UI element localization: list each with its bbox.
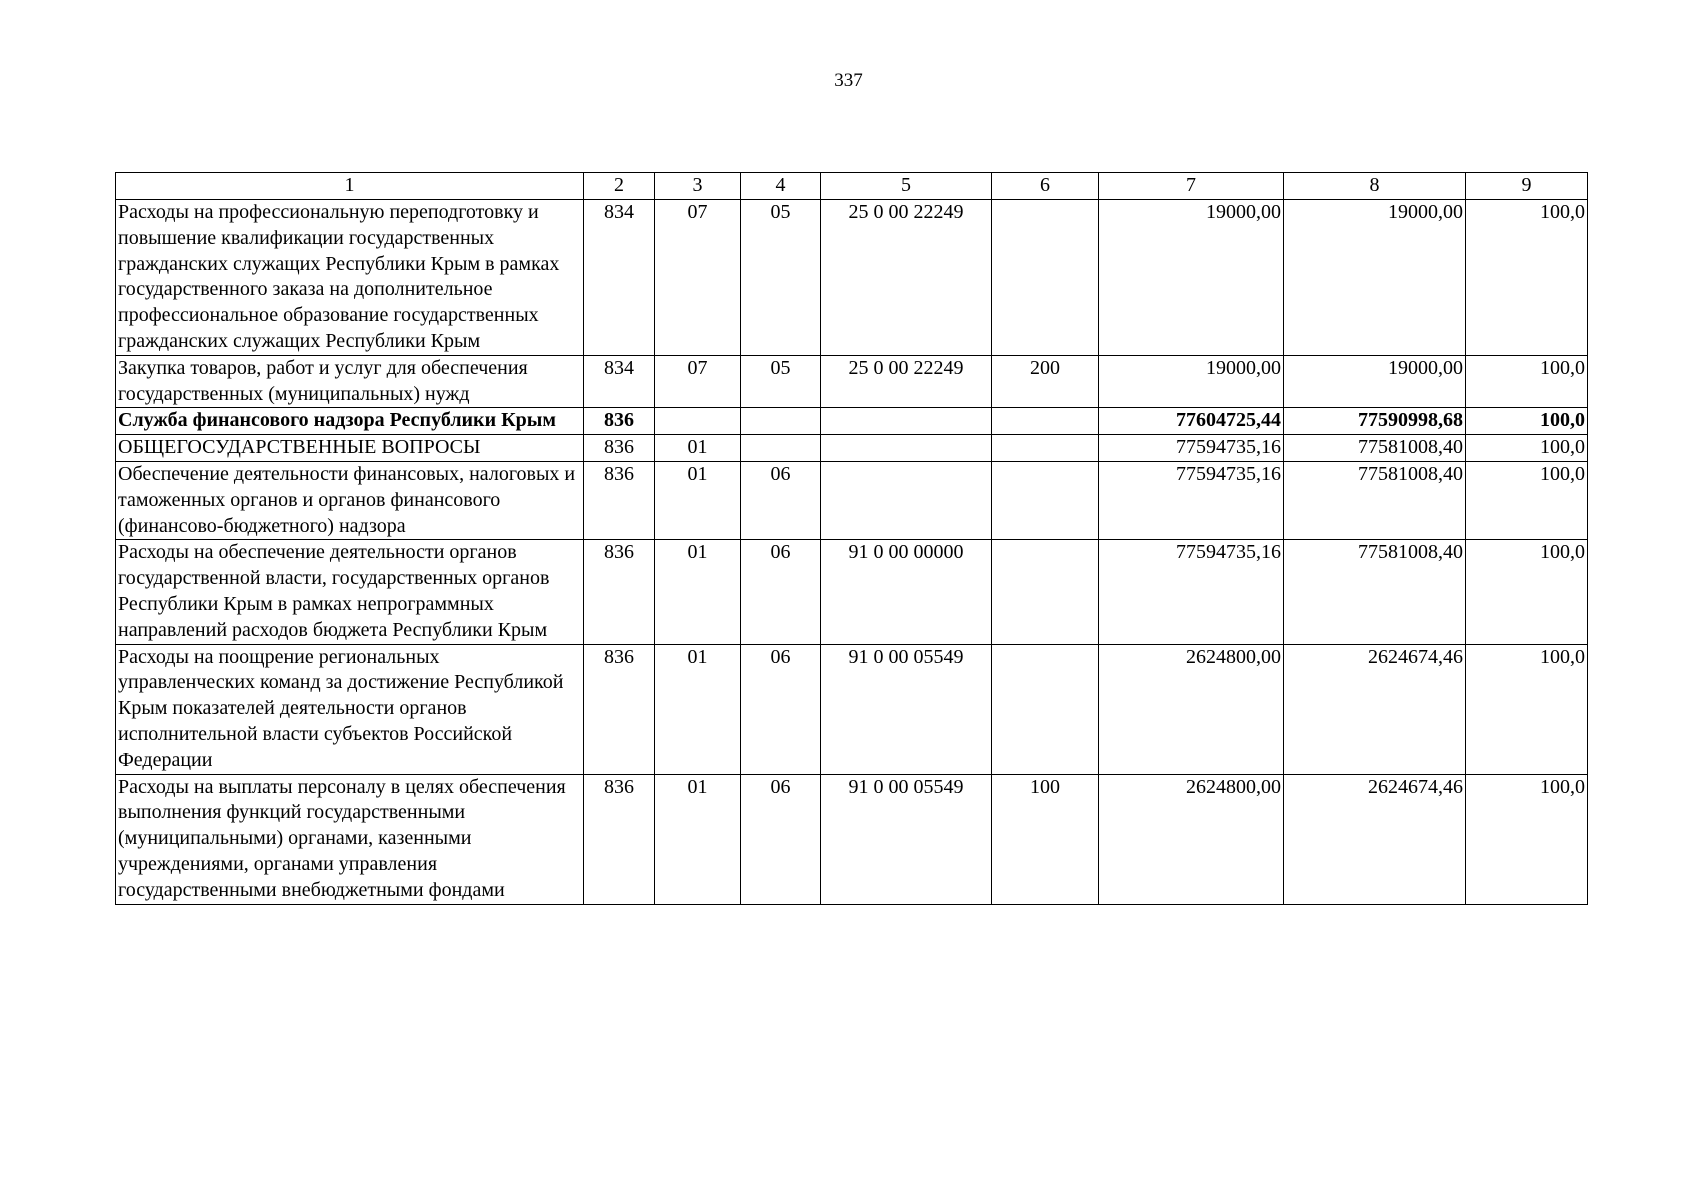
cell-name: Расходы на выплаты персоналу в целях обеспечения выполнения функций государственными (муниципальными) органами, казенными учреждениями, органами управления государственными внебюджетными фондами: [116, 774, 584, 904]
cell-fact: 19000,00: [1284, 355, 1466, 408]
cell-rz: 01: [655, 461, 741, 539]
cell-name: Расходы на обеспечение деятельности органов государственной власти, государственных органов Республики Крым в рамках непрограммных направлений расходов бюджета Республики Крым: [116, 540, 584, 644]
cell-pr: 06: [741, 540, 821, 644]
cell-rz: 01: [655, 774, 741, 904]
header-col-8: 8: [1284, 173, 1466, 200]
cell-ved: 836: [584, 408, 655, 435]
header-col-5: 5: [821, 173, 992, 200]
cell-plan: 2624800,00: [1099, 644, 1284, 774]
cell-ved: 836: [584, 461, 655, 539]
cell-vr: [992, 435, 1099, 462]
cell-vr: [992, 408, 1099, 435]
cell-ved: 836: [584, 774, 655, 904]
cell-rz: 07: [655, 355, 741, 408]
cell-fact: 77590998,68: [1284, 408, 1466, 435]
cell-pr: [741, 408, 821, 435]
header-col-9: 9: [1466, 173, 1588, 200]
cell-name: Служба финансового надзора Республики Крым: [116, 408, 584, 435]
table-row: [116, 644, 1588, 774]
cell-fact: 2624674,46: [1284, 774, 1466, 904]
table-row: [116, 461, 1588, 539]
cell-rz: 01: [655, 435, 741, 462]
cell-plan: 77594735,16: [1099, 540, 1284, 644]
cell-csr: 91 0 00 05549: [821, 644, 992, 774]
table-row: [116, 355, 1588, 408]
cell-pr: 05: [741, 200, 821, 356]
cell-plan: 19000,00: [1099, 355, 1284, 408]
cell-csr: [821, 435, 992, 462]
table-row: [116, 435, 1588, 462]
cell-ved: 836: [584, 644, 655, 774]
cell-rz: 01: [655, 540, 741, 644]
cell-name: Обеспечение деятельности финансовых, налоговых и таможенных органов и органов финансового (финансово-бюджетного) надзора: [116, 461, 584, 539]
cell-rz: [655, 408, 741, 435]
cell-vr: 100: [992, 774, 1099, 904]
cell-pr: 05: [741, 355, 821, 408]
cell-csr: [821, 408, 992, 435]
cell-pct: 100,0: [1466, 540, 1588, 644]
cell-pct: 100,0: [1466, 644, 1588, 774]
table-row: [116, 774, 1588, 904]
table-row: [116, 408, 1588, 435]
cell-plan: 77594735,16: [1099, 435, 1284, 462]
cell-pct: 100,0: [1466, 408, 1588, 435]
cell-name: ОБЩЕГОСУДАРСТВЕННЫЕ ВОПРОСЫ: [116, 435, 584, 462]
page-number: 337: [834, 70, 863, 91]
cell-csr: 91 0 00 00000: [821, 540, 992, 644]
cell-ved: 834: [584, 355, 655, 408]
cell-fact: 2624674,46: [1284, 644, 1466, 774]
header-row: [116, 173, 1588, 200]
budget-table: [115, 172, 1588, 905]
table-row: [116, 540, 1588, 644]
cell-name: Расходы на профессиональную переподготовку и повышение квалификации государственных гражданских служащих Республики Крым в рамках государственного заказа на дополнительное профессиональное образование государственных гражданских служащих Республики Крым: [116, 200, 584, 356]
cell-ved: 836: [584, 435, 655, 462]
cell-csr: [821, 461, 992, 539]
header-col-4: 4: [741, 173, 821, 200]
cell-csr: 91 0 00 05549: [821, 774, 992, 904]
cell-csr: 25 0 00 22249: [821, 200, 992, 356]
cell-pr: 06: [741, 774, 821, 904]
cell-vr: [992, 461, 1099, 539]
header-col-3: 3: [655, 173, 741, 200]
header-col-7: 7: [1099, 173, 1284, 200]
cell-name: Расходы на поощрение региональных управленческих команд за достижение Республикой Крым показателей деятельности органов исполнительной власти субъектов Российской Федерации: [116, 644, 584, 774]
cell-ved: 834: [584, 200, 655, 356]
cell-plan: 77604725,44: [1099, 408, 1284, 435]
cell-pct: 100,0: [1466, 200, 1588, 356]
cell-ved: 836: [584, 540, 655, 644]
cell-rz: 01: [655, 644, 741, 774]
cell-fact: 77581008,40: [1284, 435, 1466, 462]
table-row: [116, 200, 1588, 356]
cell-pr: 06: [741, 461, 821, 539]
header-col-1: 1: [116, 173, 584, 200]
cell-fact: 19000,00: [1284, 200, 1466, 356]
cell-pr: 06: [741, 644, 821, 774]
cell-pct: 100,0: [1466, 774, 1588, 904]
cell-pr: [741, 435, 821, 462]
cell-pct: 100,0: [1466, 435, 1588, 462]
cell-rz: 07: [655, 200, 741, 356]
cell-csr: 25 0 00 22249: [821, 355, 992, 408]
cell-pct: 100,0: [1466, 355, 1588, 408]
cell-plan: 77594735,16: [1099, 461, 1284, 539]
header-col-6: 6: [992, 173, 1099, 200]
cell-pct: 100,0: [1466, 461, 1588, 539]
header-col-2: 2: [584, 173, 655, 200]
cell-vr: 200: [992, 355, 1099, 408]
cell-fact: 77581008,40: [1284, 461, 1466, 539]
cell-name: Закупка товаров, работ и услуг для обеспечения государственных (муниципальных) нужд: [116, 355, 584, 408]
cell-vr: [992, 644, 1099, 774]
cell-vr: [992, 540, 1099, 644]
cell-plan: 2624800,00: [1099, 774, 1284, 904]
cell-vr: [992, 200, 1099, 356]
cell-fact: 77581008,40: [1284, 540, 1466, 644]
cell-plan: 19000,00: [1099, 200, 1284, 356]
